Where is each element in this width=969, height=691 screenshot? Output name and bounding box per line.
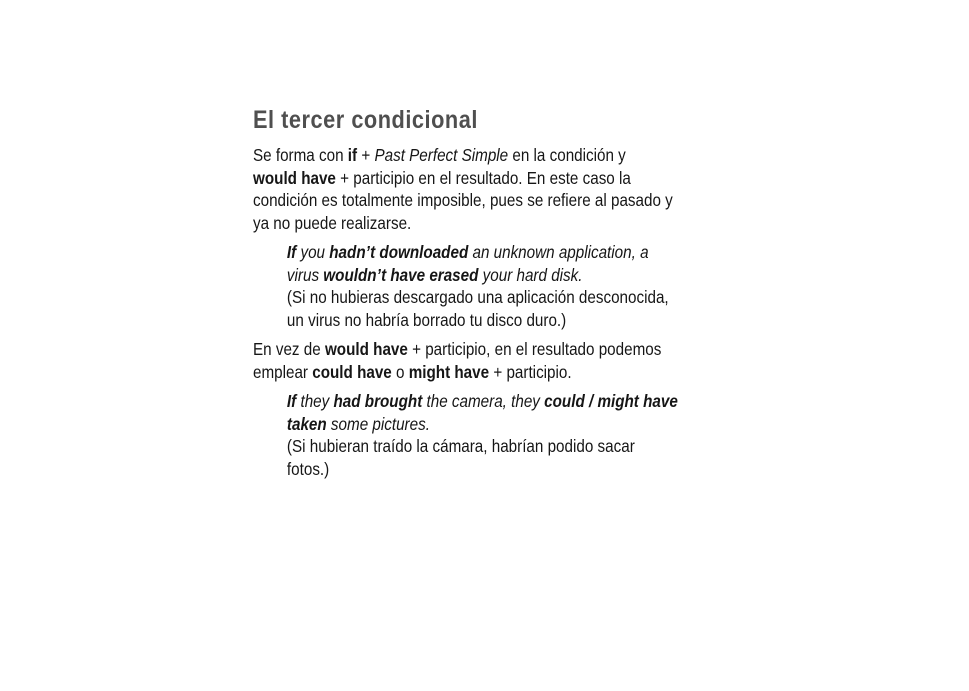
text-segment: (Si no hubieras descargado una aplicación desconocida, bbox=[286, 287, 669, 307]
text-segment: + participio. bbox=[489, 361, 572, 382]
text-segment: your hard disk. bbox=[478, 264, 583, 285]
text-segment: you bbox=[296, 242, 330, 262]
text-segment: the camera, they bbox=[422, 391, 545, 411]
text-line bbox=[253, 338, 740, 361]
text-line bbox=[287, 413, 740, 436]
text-segment: en la condición y bbox=[508, 145, 626, 165]
text-segment: virus bbox=[286, 264, 324, 285]
example-block bbox=[253, 390, 740, 480]
text-segment: had brought bbox=[333, 391, 423, 411]
text-segment: Se forma con bbox=[253, 145, 348, 165]
text-line bbox=[287, 286, 740, 309]
text-segment: taken bbox=[286, 413, 327, 434]
text-line bbox=[287, 264, 740, 287]
text-line bbox=[287, 390, 740, 413]
text-segment: might have bbox=[408, 361, 490, 382]
text-segment: if bbox=[347, 145, 358, 165]
example-block bbox=[253, 241, 740, 331]
grammar-section bbox=[253, 107, 740, 480]
text-segment: + bbox=[357, 145, 375, 165]
text-segment: fotos.) bbox=[286, 458, 330, 479]
text-segment: En vez de bbox=[253, 339, 325, 359]
text-line bbox=[253, 167, 740, 190]
text-line bbox=[287, 241, 740, 264]
text-segment: some pictures. bbox=[326, 413, 430, 434]
text-segment: would have bbox=[324, 339, 408, 359]
text-segment: hadn’t downloaded bbox=[329, 242, 469, 262]
text-segment: could / might have bbox=[544, 391, 678, 411]
text-line bbox=[287, 309, 740, 332]
text-segment: Past Perfect Simple bbox=[374, 145, 509, 165]
text-segment: + participio en el resultado. En este caso la bbox=[335, 167, 631, 188]
text-segment: could have bbox=[312, 361, 392, 382]
text-line bbox=[253, 144, 740, 167]
text-segment: ya no puede realizarse. bbox=[253, 212, 412, 233]
text-segment: un virus no habría borrado tu disco duro.) bbox=[286, 309, 567, 330]
text-line bbox=[253, 212, 740, 235]
text-segment: an unknown application, a bbox=[468, 242, 649, 262]
text-segment: would have bbox=[253, 167, 336, 188]
text-segment: wouldn’t have erased bbox=[323, 264, 479, 285]
text-line bbox=[253, 189, 740, 212]
text-segment: If bbox=[286, 242, 297, 262]
text-line bbox=[287, 458, 740, 481]
text-line bbox=[253, 361, 740, 384]
text-segment: If bbox=[286, 391, 297, 411]
paragraph-block bbox=[253, 144, 740, 234]
text-line bbox=[287, 435, 740, 458]
text-segment: condición es totalmente imposible, pues se refiere al pasado y bbox=[253, 190, 673, 210]
text-segment: (Si hubieran traído la cámara, habrían podido sacar bbox=[286, 436, 635, 456]
text-segment: emplear bbox=[253, 361, 313, 382]
text-segment: o bbox=[391, 361, 409, 382]
text-segment: they bbox=[296, 391, 334, 411]
text-blocks bbox=[253, 144, 740, 480]
paragraph-block bbox=[253, 338, 740, 383]
text-segment: + participio, en el resultado podemos bbox=[407, 339, 662, 359]
section-heading: El tercer condicional bbox=[253, 106, 478, 134]
